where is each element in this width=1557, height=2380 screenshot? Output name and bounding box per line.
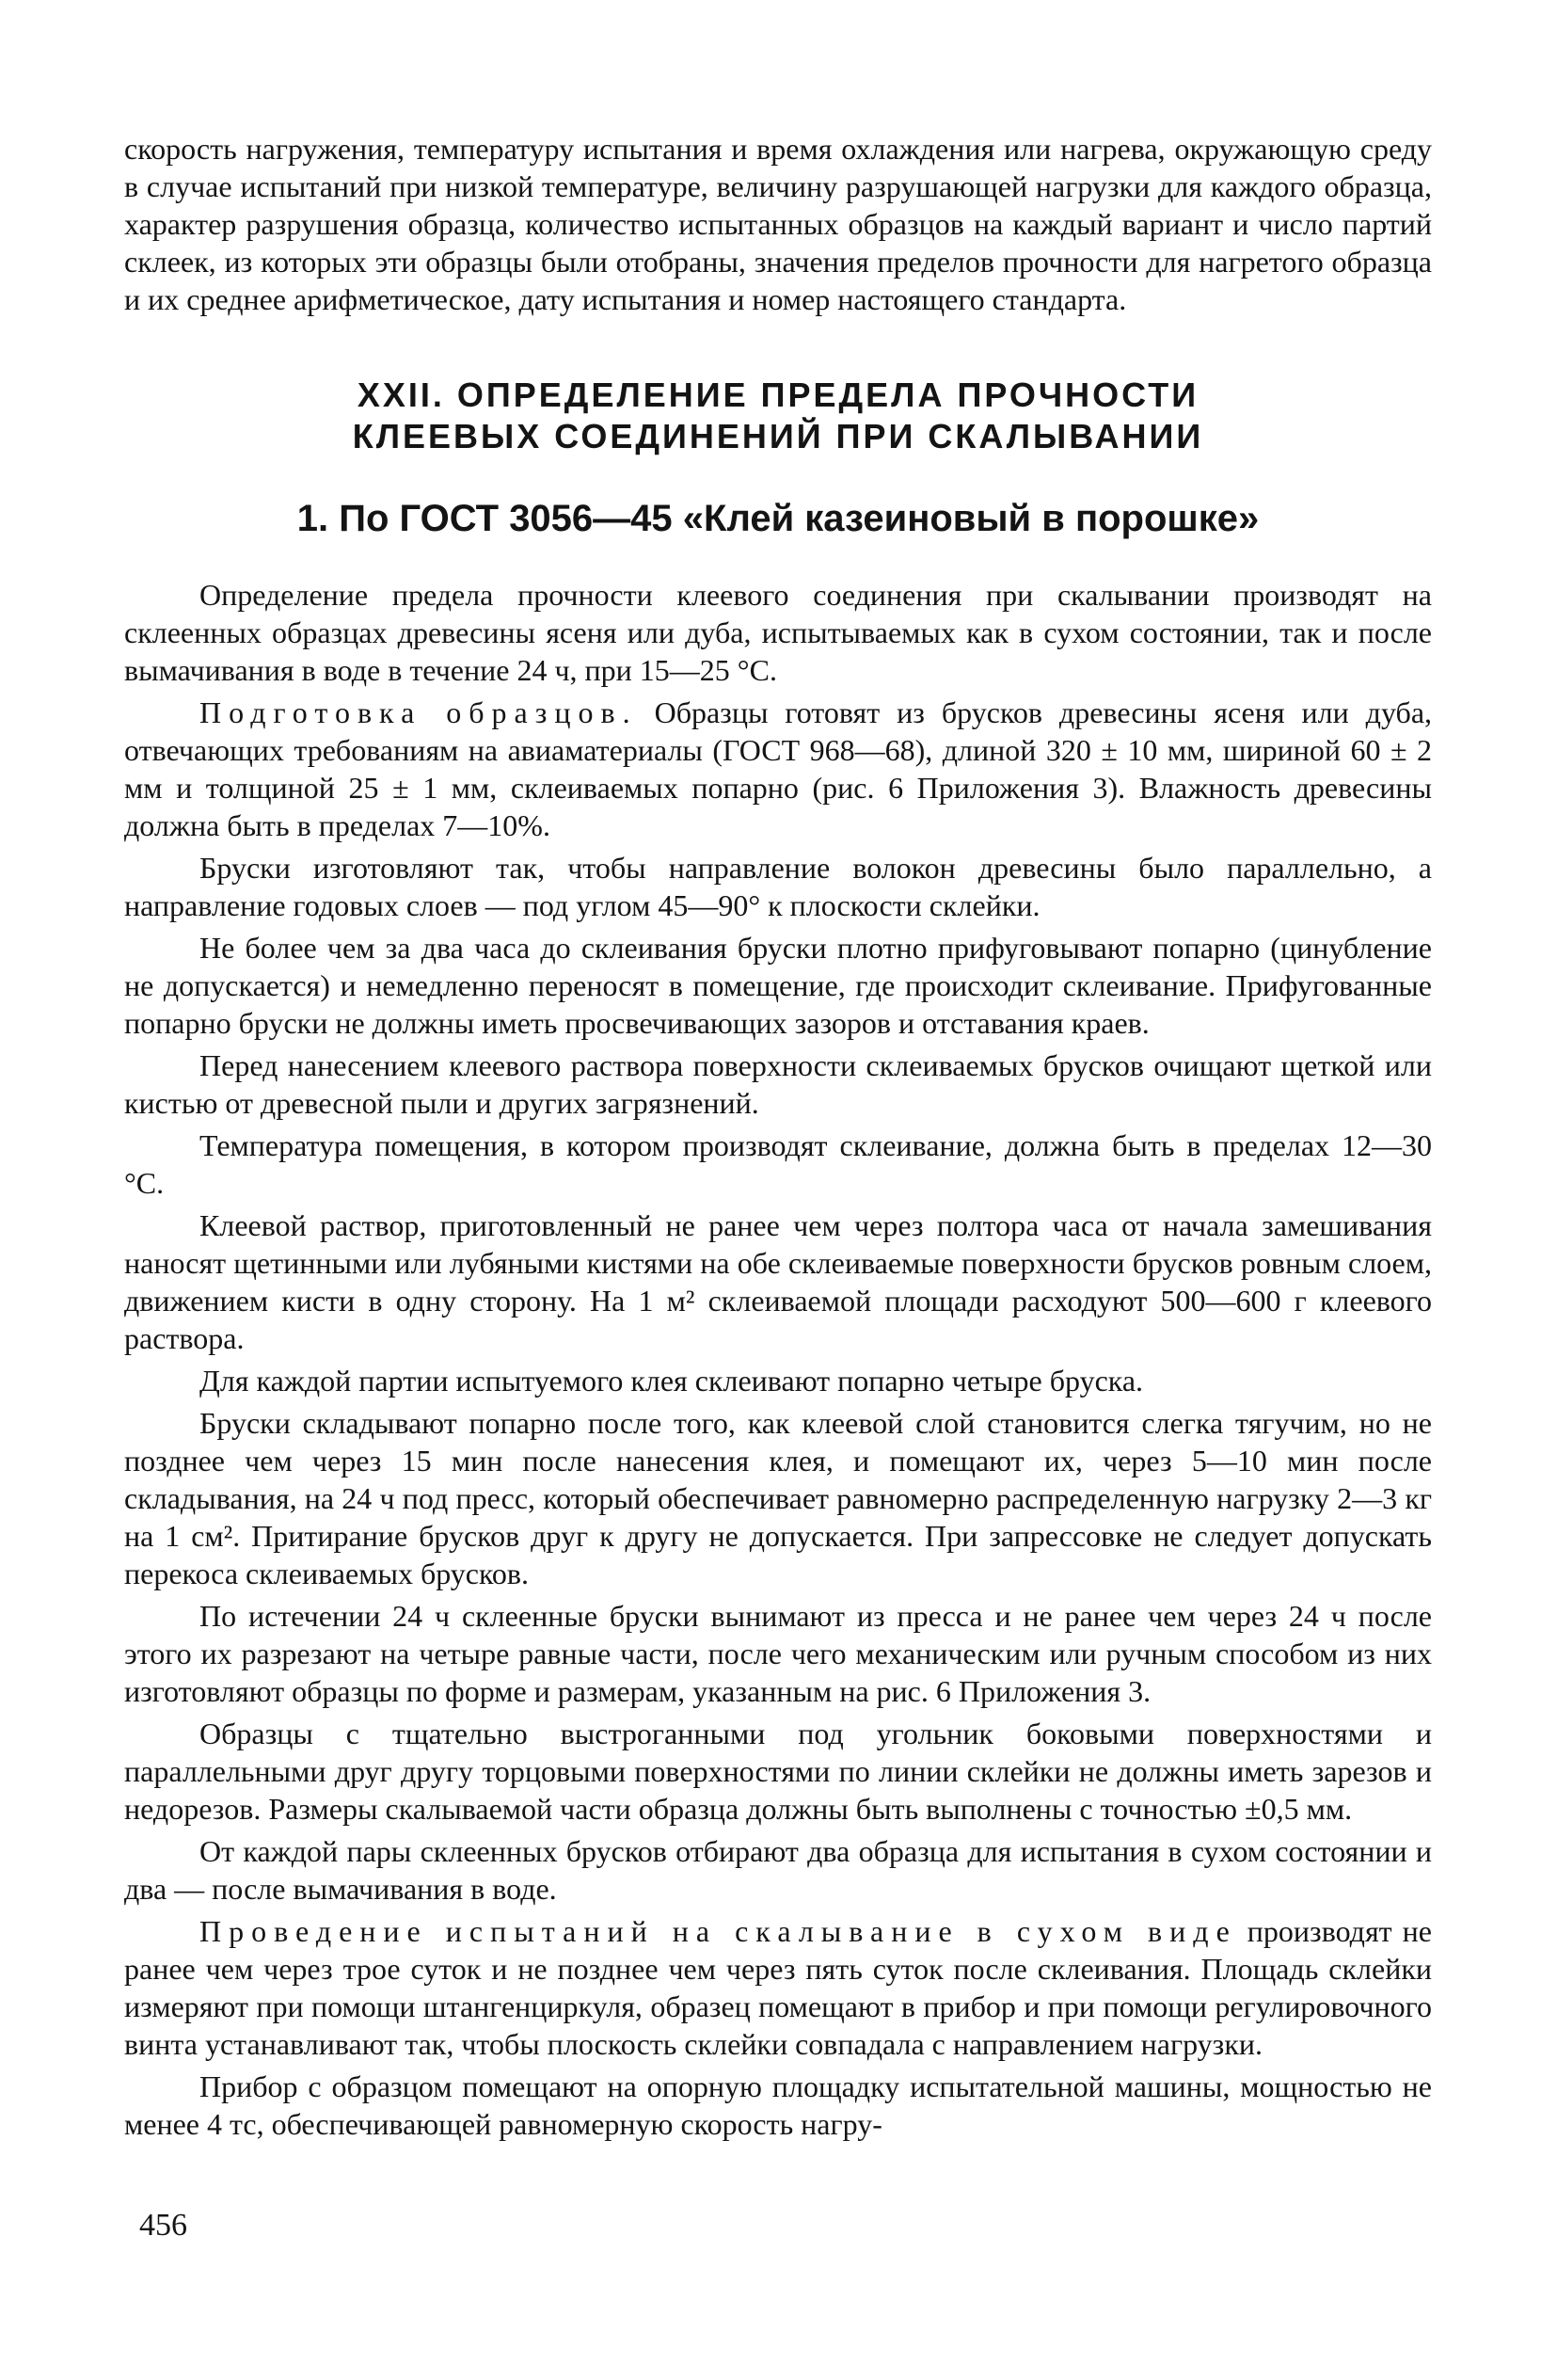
paragraph-bars: Бруски изготовляют так, чтобы направление волокон древесины было параллельно, а направление годовых слоев — под углом 45—90° к плоскости склейки. bbox=[124, 851, 1432, 922]
section-title bbox=[124, 375, 1432, 457]
paragraph-batch: Для каждой партии испытуемого клея склеивают попарно четыре бруска. bbox=[199, 1364, 1144, 1398]
paragraph-cleaning: Перед нанесением клеевого раствора поверхности склеиваемых брусков очищают щеткой или кистью от древесной пыли и других загрязнений. bbox=[124, 1048, 1432, 1120]
paragraph-preparation bbox=[124, 694, 1432, 844]
subsection-title: 1. По ГОСТ 3056—45 «Клей казеиновый в порошке» bbox=[296, 498, 1260, 539]
paragraph-samples: Образцы с тщательно выстроганными под угольник боковыми поверхностями и параллельными друг другу торцовыми поверхностями по линии склейки не должны иметь зарезов и недорезов. Размеры скалываемой части образца должны быть выполнены с точностью ±0,5 мм. bbox=[124, 1717, 1432, 1826]
page-content bbox=[124, 130, 1432, 2143]
preparation-heading: Подготовка образцов. bbox=[199, 695, 638, 729]
paragraph-pressing: Бруски складывают попарно после того, как клеевой слой становится слегка тягучим, но не позднее чем через 15 мин после нанесения клея, и помещают их, через 5—10 мин после складывания, на 24 ч под пресс, который обеспечивает равномерно распределенную нагрузку 2—3 кг на 1 см². Притирание брусков друг к другу не допускается. При запрессовке не следует допускать перекоса склеиваемых брусков. bbox=[124, 1406, 1432, 1590]
paragraph-temperature: Температура помещения, в котором производят склеивание, должна быть в пределах 12—30 °С. bbox=[124, 1128, 1432, 1200]
paragraph-machine: Прибор с образцом помещают на опорную площадку испытательной машины, мощностью не менее 4 тс, обеспечивающей равномерную скорость нагру- bbox=[124, 2069, 1432, 2141]
intro-paragraph: скорость нагружения, температуру испытания и время охлаждения или нагрева, окружающую среду в случае испытаний при низкой температуре, величину разрушающей нагрузки для каждого образца, характер разрушения образца, количество испытанных образцов на каждый вариант и число партий склеек, из которых эти образцы были отобраны, значения пределов прочности для нагретого образца и их среднее арифметическое, дату испытания и номер настоящего стандарта. bbox=[124, 132, 1432, 316]
section-title-line-2: КЛЕЕВЫХ СОЕДИНЕНИЙ ПРИ СКАЛЫВАНИИ bbox=[352, 417, 1204, 455]
dry-test-text: производят не ранее чем через трое суток и не позднее чем через пять суток после склеивания. Площадь склейки измеряют при помощи штангенциркуля, образец помещают в прибор и при помощи регулировочного винта устанавливают так, чтобы плоскость склейки совпадала с направлением нагрузки. bbox=[124, 1914, 1432, 2061]
paragraph-jointing: Не более чем за два часа до склеивания бруски плотно прифуговывают попарно (цинубление не допускается) и немедленно переносят в помещение, где происходит склеивание. Прифугованные попарно бруски не должны иметь просвечивающих зазоров и отставания краев. bbox=[124, 931, 1432, 1040]
paragraph-dry-test bbox=[124, 1912, 1432, 2063]
paragraph-selection: От каждой пары склеенных брусков отбирают два образца для испытания в сухом состоянии и два — после вымачивания в воде. bbox=[124, 1834, 1432, 1906]
paragraph-glue-solution: Клеевой раствор, приготовленный не ранее чем через полтора часа от начала замешивания наносят щетинными или лубяными кистями на обе склеиваемые поверхности брусков ровным слоем, движением кисти в одну сторону. На 1 м² склеиваемой площади расходуют 500—600 г клеевого раствора. bbox=[124, 1208, 1432, 1355]
page-number: 456 bbox=[139, 2208, 187, 2243]
paragraph-definition: Определение предела прочности клеевого соединения при скалывании производят на склеенных образцах древесины ясеня или дуба, испытываемых как в сухом состоянии, так и после вымачивания в воде в течение 24 ч, при 15—25 °С. bbox=[124, 578, 1432, 687]
section-title-line-1: XXII. ОПРЕДЕЛЕНИЕ ПРЕДЕЛА ПРОЧНОСТИ bbox=[357, 375, 1200, 414]
dry-test-heading: Проведение испытаний на скалывание в сухом виде bbox=[199, 1914, 1237, 1948]
preparation-text: Образцы готовят из брусков древесины ясеня или дуба, отвечающих требованиям на авиаматериалы (ГОСТ 968—68), длиной 320 ± 10 мм, шириной 60 ± 2 мм и толщиной 25 ± 1 мм, склеиваемых попарно (рис. 6 Приложения 3). Влажность древесины должна быть в пределах 7—10%. bbox=[124, 695, 1433, 842]
paragraph-cutting: По истечении 24 ч склеенные бруски вынимают из пресса и не ранее чем через 24 ч после этого их разрезают на четыре равные части, после чего механическим или ручным способом из них изготовляют образцы по форме и размерам, указанным на рис. 6 Приложения 3. bbox=[124, 1599, 1432, 1708]
